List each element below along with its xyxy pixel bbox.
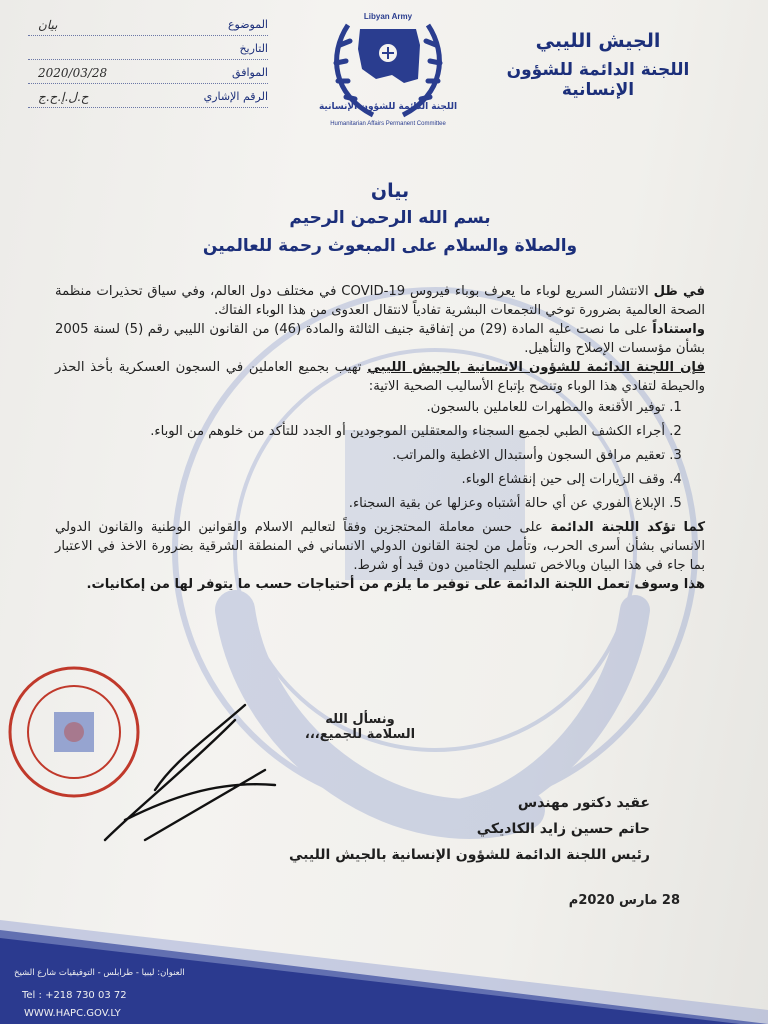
committee-name: اللجنة الدائمة للشؤون الإنسانية xyxy=(506,60,690,100)
corresponding-label: الموافق xyxy=(232,66,268,79)
ref-label: الرقم الإشاري xyxy=(203,90,268,103)
paragraph-1-text: الانتشار السريع لوباء ما يعرف بوباء فيروس COVID-19 في مختلف دول العالم، وفي سياق تحذيرات منظمة الصحة العالمية بضرورة توخي التجمعات البشرية تفادياً لانتقال العدوى من هذا الوباء الفتاك. xyxy=(55,284,705,318)
closing-line: ونسأل الله السلامة للجميع،،، xyxy=(304,712,416,742)
footer-website: WWW.HAPC.GOV.LY xyxy=(24,1008,121,1019)
salutation: والصلاة والسلام على المبعوث رحمة للعالمين xyxy=(202,236,578,256)
paragraph-3 xyxy=(55,358,705,396)
army-name: الجيش الليبي xyxy=(535,30,661,52)
meta-date-row xyxy=(28,38,268,60)
committee-logo xyxy=(318,5,458,133)
paragraph-5-text: على توفير ما يلزم من أحتياجات حسب ما يتوفر لها من إمكانيات. xyxy=(86,577,507,592)
ref-value: ح.ل.إ.ح.ج xyxy=(38,89,89,104)
paragraph-4 xyxy=(55,518,705,575)
paragraph-3-lead: فإن اللجنة الدائمة للشؤون الانسانية بالجيش الليبي xyxy=(367,360,705,375)
paragraph-5 xyxy=(55,575,705,594)
statement-heading xyxy=(150,180,630,256)
signatory-name: حاتم حسين زايد الكاديكي xyxy=(476,821,650,837)
logo-top-text: Libyan Army xyxy=(363,12,413,21)
paragraph-2-text: على ما نصت عليه المادة (29) من إتفاقية جنيف الثالثة والمادة (46) من القانون الليبي رقم (5) لسنة 2005 بشأن مؤسسات الإصلاح والتأهيل. xyxy=(55,322,705,356)
paragraph-4-text: على حسن معاملة المحتجزين وفقاً لتعاليم الاسلام والقوانين الوطنية والقانون الدولي الانساني بشأن أسرى الحرب، وتأمل من لجنة القانون الدولي الانساني في المنطقة الشرقية بضرورة الاخذ في الاعتبار بما جاء في هذا البيان وبالاخص تسليم الجثامين دون قيد أو شرط. xyxy=(55,520,705,573)
footer-phone: Tel : +218 730 03 72 xyxy=(22,990,127,1001)
logo-english-text: Humanitarian Affairs Permanent Committee xyxy=(330,121,446,127)
paragraph-2 xyxy=(55,320,705,358)
logo-arabic-text: اللجنة الدائمة للشؤون الإنسانية xyxy=(318,102,458,112)
corresponding-value: 2020/03/28 xyxy=(38,65,108,80)
list-item: 2. أجراء الكشف الطبي لجميع السجناء والمعتقلين الموجودين أو الجدد للتأكد من خلوهم من الوباء. xyxy=(55,422,665,441)
date-label: التاريخ xyxy=(239,42,268,55)
paragraph-5-lead: هذا وسوف تعمل اللجنة الدائمة xyxy=(506,577,705,592)
statement-title: بيان xyxy=(370,180,410,202)
subject-label: الموضوع xyxy=(227,18,268,31)
measures-list xyxy=(55,398,705,513)
issue-date: 28 مارس 2020م xyxy=(568,893,680,908)
basmala: بسم الله الرحمن الرحيم xyxy=(289,208,491,228)
subject-value: بيان xyxy=(38,17,58,32)
meta-corresponding-row xyxy=(28,62,268,84)
footer-band xyxy=(0,900,768,1024)
signatory-position: رئيس اللجنة الدائمة للشؤون الإنسانية بالجيش الليبي xyxy=(288,847,650,863)
paragraph-4-lead: كما تؤكد اللجنة الدائمة xyxy=(550,520,706,535)
signatory-block xyxy=(270,790,650,868)
paragraph-2-lead: واستناداً xyxy=(652,322,705,337)
letterhead xyxy=(468,30,728,100)
handwritten-signature xyxy=(95,700,295,850)
statement-body xyxy=(55,282,705,594)
list-item: 5. الإبلاغ الفوري عن أي حالة أشتباه وعزلها عن بقية السجناء. xyxy=(55,494,665,513)
list-item: 3. تعقيم مرافق السجون وأستبدال الاغطية والمراتب. xyxy=(55,446,665,465)
paragraph-3-text: تهيب بجميع العاملين في السجون العسكرية بأخذ الحذر والحيطة لتفادي هذا الوباء وتنصح بإتباع الأساليب الصحية الاتية: xyxy=(55,360,705,394)
footer-address: العنوان: ليبيا - طرابلس - التوفيقيات شارع الشيخ xyxy=(14,968,185,978)
meta-ref-row xyxy=(28,86,268,108)
list-item: 1. توفير الأقنعة والمطهرات للعاملين بالسجون. xyxy=(55,398,665,417)
paragraph-1-lead: في ظل xyxy=(653,284,705,299)
list-item: 4. وقف الزيارات إلى حين إنقشاع الوباء. xyxy=(55,470,665,489)
meta-subject-row xyxy=(28,14,268,36)
reference-block xyxy=(28,14,268,110)
signatory-rank: عقيد دكتور مهندس xyxy=(517,795,650,811)
paragraph-1 xyxy=(55,282,705,320)
